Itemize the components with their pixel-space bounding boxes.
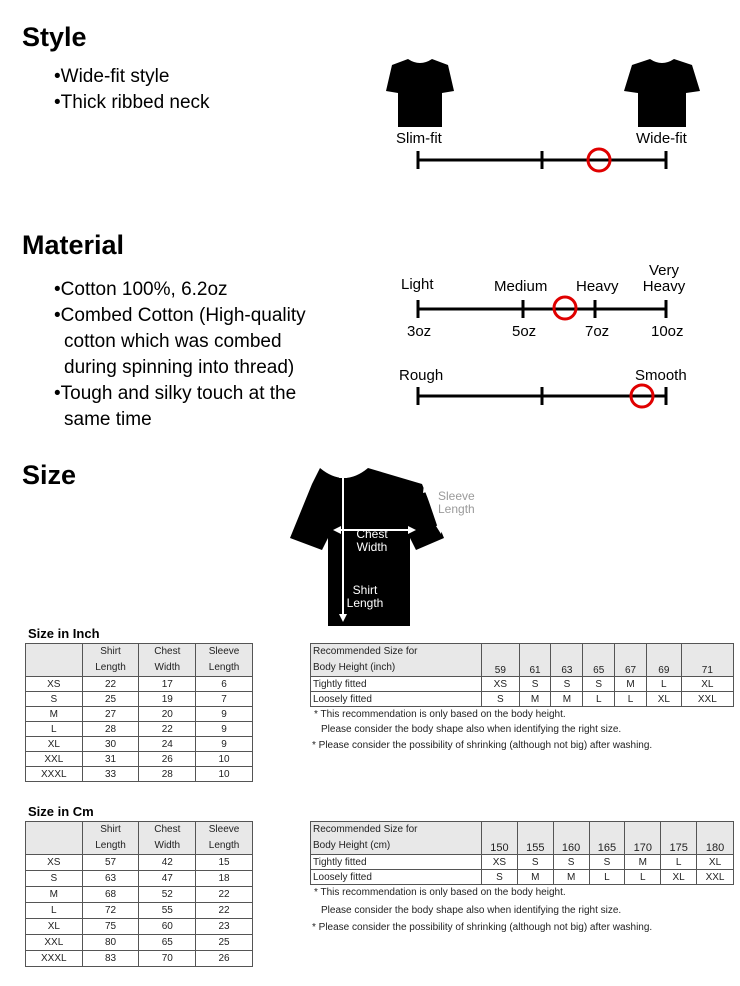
note-3: * Please consider the possibility of shrinking (although not big) after washing.	[312, 740, 653, 751]
size-inch-table	[25, 643, 253, 782]
style-bullet-1: •Wide-fit style	[54, 66, 170, 87]
size-inch-title: Size in Inch	[28, 626, 100, 641]
material-bullet-2: •Combed Cotton (High-quality	[54, 305, 306, 326]
table-row: S 25 19 7	[26, 692, 253, 707]
col-header-chest: Chest Width	[139, 822, 196, 855]
material-bullet-2-cont: during spinning into thread)	[64, 357, 295, 378]
shirt-length-label: Shirt Length	[346, 583, 384, 610]
weight-10oz-label: 10oz	[651, 323, 684, 340]
size-cm-title: Size in Cm	[28, 804, 94, 819]
size-cm-table	[25, 821, 253, 967]
table-row: L 72 55 22	[26, 903, 253, 919]
col-header-sleeve: Sleeve Length	[196, 644, 253, 677]
weight-scale	[410, 295, 680, 325]
material-bullet-3: •Tough and silky touch at the	[54, 383, 297, 404]
slim-fit-label: Slim-fit	[396, 130, 442, 147]
table-row: XL 30 24 9	[26, 737, 253, 752]
table-row: Loosely fitted S M M L L XL XXL	[311, 870, 734, 885]
table-row: XS 22 17 6	[26, 677, 253, 692]
rec-header: Recommended Size for Body Height (cm)	[311, 822, 482, 855]
weight-heavy-label: Heavy	[576, 278, 619, 295]
rec-header: Recommended Size for Body Height (inch)	[311, 644, 482, 677]
weight-very-heavy-label: Heavy	[642, 278, 686, 295]
col-header-chest: Chest Width	[139, 644, 196, 677]
material-bullet-1: •Cotton 100%, 6.2oz	[54, 279, 228, 300]
note-2: Please consider the body shape also when identifying the right size.	[321, 724, 622, 735]
table-row: S 63 47 18	[26, 871, 253, 887]
table-row: M 68 52 22	[26, 887, 253, 903]
table-row: XS 57 42 15	[26, 855, 253, 871]
recommended-cm-table: Recommended Size for Body Height (cm) 150 155 160 165 170 175 180 Tightly fitted XS S S S M L XL Loosely fitted S M M L L XL XXL	[310, 821, 734, 885]
table-row: L 28 22 9	[26, 722, 253, 737]
table-row: XL 75 60 23	[26, 919, 253, 935]
table-row: M 27 20 9	[26, 707, 253, 722]
material-heading: Material	[22, 230, 125, 260]
weight-light-label: Light	[401, 276, 434, 293]
sleeve-length-label: Sleeve Length	[438, 489, 475, 516]
table-row: XXL 31 26 10	[26, 752, 253, 767]
note-1: * This recommendation is only based on the body height.	[314, 709, 566, 720]
smooth-label: Smooth	[635, 367, 687, 384]
weight-3oz-label: 3oz	[407, 323, 432, 340]
material-bullet-3-cont: same time	[64, 409, 152, 430]
chest-width-label: Chest Width	[356, 527, 388, 554]
col-header-shirt: Shirt Length	[82, 644, 139, 677]
recommended-inch-table: Recommended Size for Body Height (inch) 59 61 63 65 67 69 71 Tightly fitted XS S S S M L XL Loosely fitted S M M L L XL XXL	[310, 643, 734, 707]
table-row: Tightly fitted XS S S S M L XL	[311, 677, 734, 692]
col-header-sleeve: Sleeve Length	[196, 822, 253, 855]
weight-7oz-label: 7oz	[585, 323, 610, 340]
table-row: XXXL 83 70 26	[26, 951, 253, 967]
size-heading: Size	[22, 460, 77, 490]
material-bullet-2-cont: cotton which was combed	[64, 331, 282, 352]
fit-scale	[410, 146, 680, 176]
weight-5oz-label: 5oz	[512, 323, 537, 340]
col-header-shirt: Shirt Length	[82, 822, 139, 855]
rough-label: Rough	[399, 367, 444, 384]
tshirt-wide-icon	[624, 57, 700, 129]
touch-scale	[410, 382, 680, 412]
style-heading: Style	[22, 22, 87, 52]
weight-medium-label: Medium	[494, 278, 548, 295]
note-1: * This recommendation is only based on the body height.	[314, 887, 566, 898]
wide-fit-label: Wide-fit	[636, 130, 687, 147]
table-row: XXXL 33 28 10	[26, 767, 253, 782]
style-bullet-2: •Thick ribbed neck	[54, 92, 210, 113]
note-2: Please consider the body shape also when identifying the right size.	[321, 905, 622, 916]
table-row: Loosely fitted S M M L L XL XXL	[311, 692, 734, 707]
tshirt-slim-icon	[386, 57, 454, 129]
note-3: * Please consider the possibility of shrinking (although not big) after washing.	[312, 922, 653, 933]
table-row: Tightly fitted XS S S S M L XL	[311, 855, 734, 870]
weight-very-label: Very	[648, 262, 679, 279]
table-row: XXL 80 65 25	[26, 935, 253, 951]
